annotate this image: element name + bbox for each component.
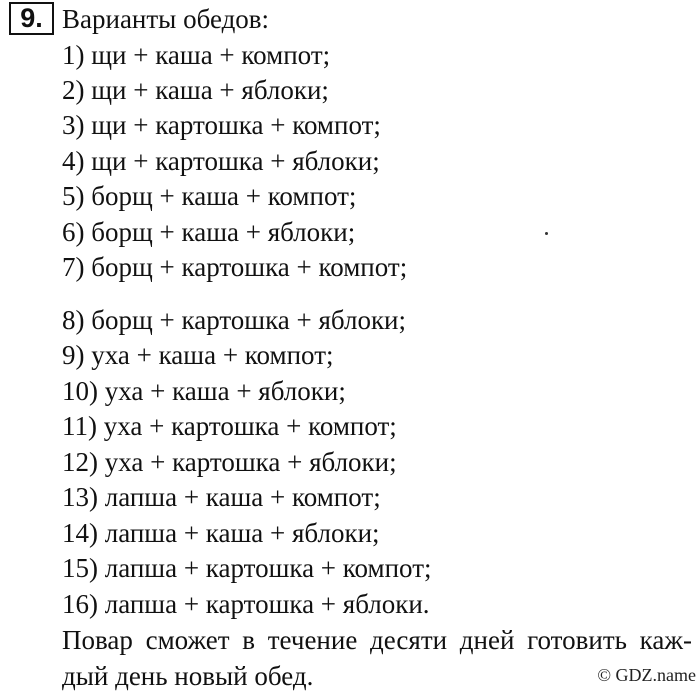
lunch-option: 1) щи + каша + компот; [62, 40, 331, 70]
lunch-option: 15) лапша + картошка + компот; [62, 553, 432, 583]
conclusion-line-2: дый день новый обед. [62, 661, 314, 691]
lunch-option: 5) борщ + каша + компот; [62, 181, 357, 211]
lunch-option: 7) борщ + картошка + компот; [62, 252, 408, 282]
lunch-option: 6) борщ + каша + яблоки; [62, 217, 356, 247]
lunch-option: 12) уха + картошка + яблоки; [62, 447, 397, 477]
lunch-option: 16) лапша + картошка + яблоки. [62, 589, 430, 619]
watermark: © GDZ.name [597, 665, 696, 685]
lunch-option: 10) уха + каша + яблоки; [62, 376, 346, 406]
lunch-option: 14) лапша + каша + яблоки; [62, 518, 380, 548]
conclusion-line-1: Повар сможет в течение десяти дней готовить каж- [62, 625, 692, 655]
lunch-option: 4) щи + картошка + яблоки; [62, 146, 380, 176]
lunch-option: 9) уха + каша + компот; [62, 340, 334, 370]
scan-speck [545, 232, 548, 235]
problem-number-badge: 9. [9, 2, 54, 35]
problem-title: Варианты обедов: [62, 4, 270, 34]
lunch-option: 8) борщ + картошка + яблоки; [62, 305, 407, 335]
lunch-option: 3) щи + картошка + компот; [62, 110, 381, 140]
lunch-option: 2) щи + каша + яблоки; [62, 75, 329, 105]
lunch-option: 13) лапша + каша + компот; [62, 482, 381, 512]
lunch-option: 11) уха + картошка + компот; [62, 411, 397, 441]
